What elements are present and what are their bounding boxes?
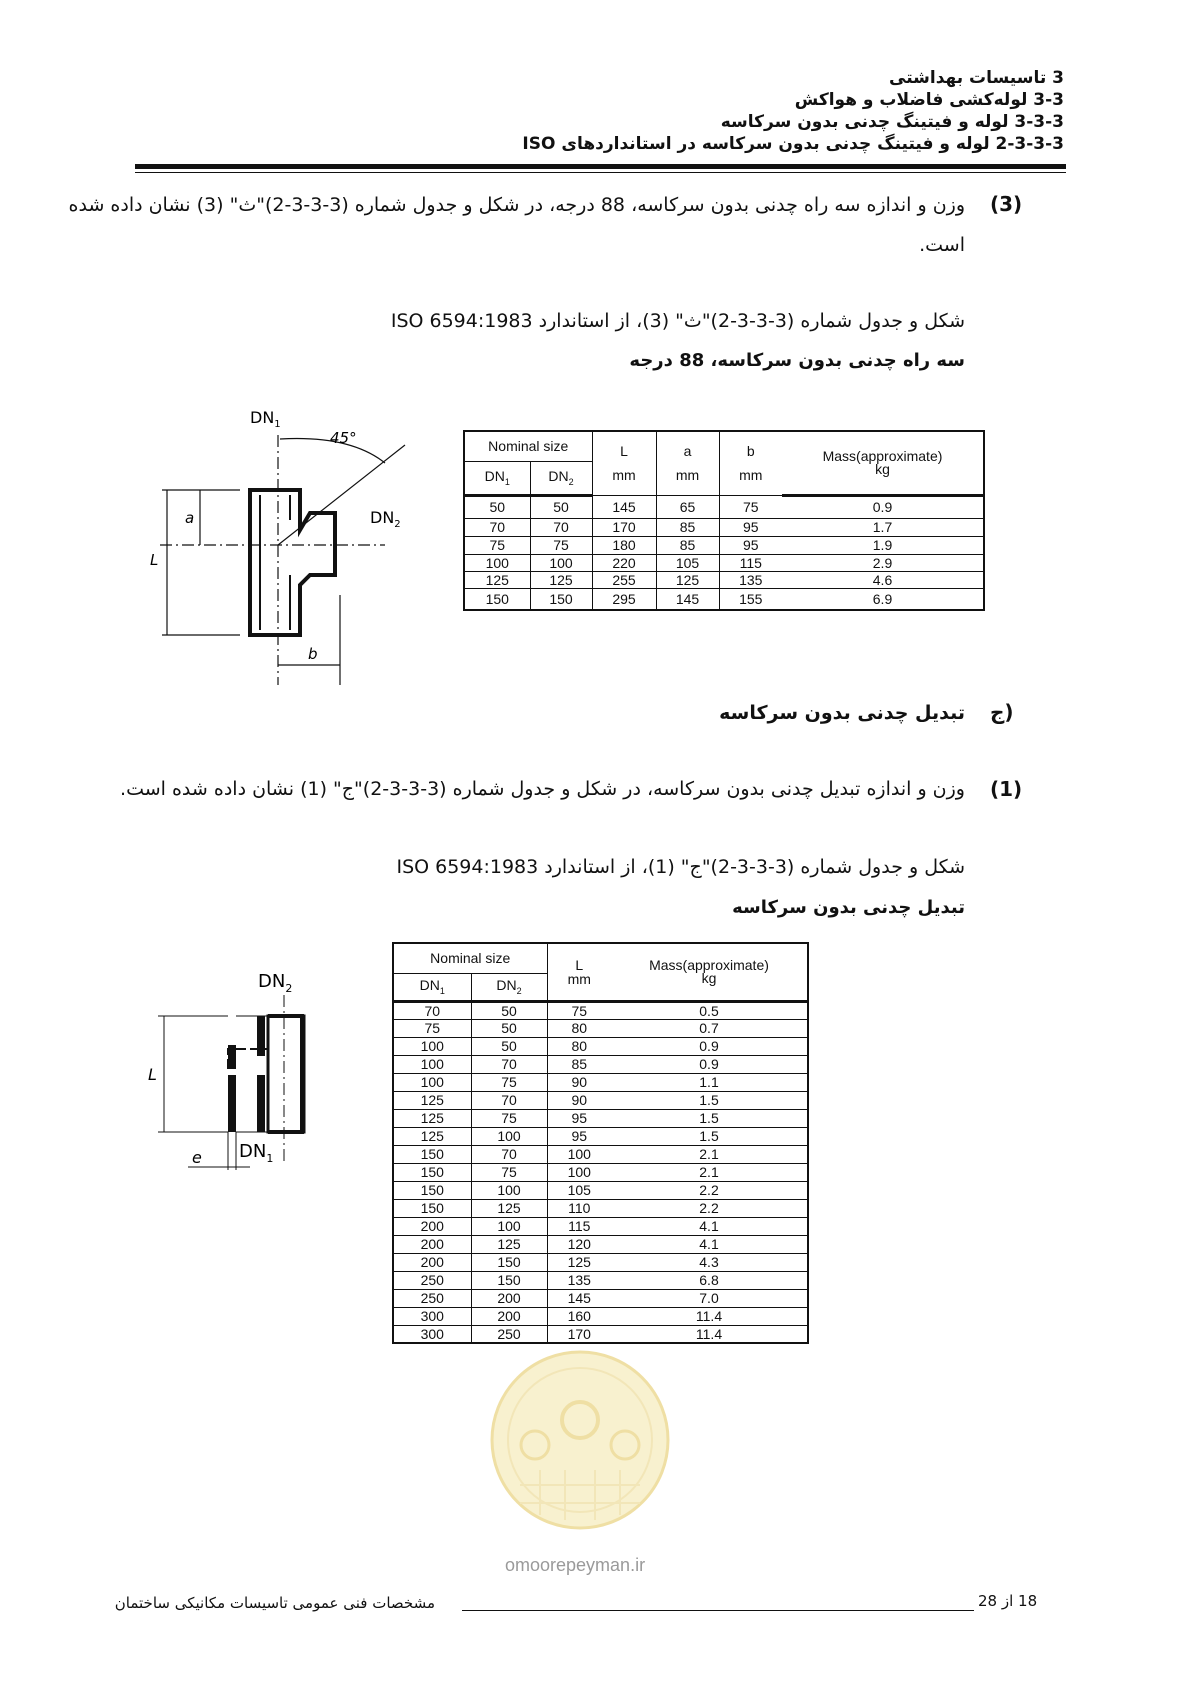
table-cell: 150	[530, 588, 592, 610]
table-cell: 65	[656, 495, 719, 518]
reducer-label-dn1: $DN_1$	[239, 1141, 274, 1165]
table-cell: 125	[393, 1127, 471, 1145]
table-cell: 70	[471, 1145, 547, 1163]
reducer-header-nominal: Nominal size	[393, 943, 547, 973]
table-row	[393, 1091, 808, 1109]
reducer-figure-title: تبدیل چدنی بدون سرکاسه	[732, 897, 965, 918]
table-cell: 75	[471, 1109, 547, 1127]
tee-label-dn2: $DN_2$	[370, 508, 401, 530]
table-cell: 0.9	[611, 1055, 808, 1073]
table-row	[393, 1199, 808, 1217]
table-cell: 70	[471, 1055, 547, 1073]
table-cell: 7.0	[611, 1289, 808, 1307]
table-row	[464, 536, 984, 554]
header-line-4: 2-3-3-3 لوله و فیتینگ چدنی بدون سرکاسه در استانداردهای ISO	[522, 134, 1064, 154]
table-row	[393, 1217, 808, 1235]
table-cell: 100	[471, 1181, 547, 1199]
table-cell: 1.9	[782, 536, 984, 554]
table-cell: 250	[393, 1289, 471, 1307]
table-cell: 150	[393, 1181, 471, 1199]
header-rule-thick	[135, 164, 1066, 169]
table-cell: 200	[393, 1217, 471, 1235]
header-line-2: 3-3 لوله‌کشی فاضلاب و هواکش	[794, 90, 1064, 110]
table-cell: 95	[719, 536, 782, 554]
tee-figure-caption: شکل و جدول شماره (3-3-3-2)"ث" (3)، از استاندارد ISO 6594:1983	[390, 310, 965, 332]
table-cell: 4.3	[611, 1253, 808, 1271]
table-row	[393, 1073, 808, 1091]
table-cell: 220	[592, 554, 656, 571]
table-cell: 135	[719, 571, 782, 588]
table-row	[393, 1037, 808, 1055]
table-cell: 50	[464, 495, 530, 518]
table-cell: 110	[547, 1199, 611, 1217]
table-cell: 145	[592, 495, 656, 518]
header-line-3: 3-3-3 لوله و فیتینگ چدنی بدون سرکاسه	[720, 112, 1064, 132]
table-cell: 2.1	[611, 1163, 808, 1181]
table-cell: 75	[393, 1019, 471, 1037]
table-cell: 100	[547, 1163, 611, 1181]
table-cell: 1.5	[611, 1109, 808, 1127]
table-cell: 125	[471, 1235, 547, 1253]
table-cell: 170	[547, 1325, 611, 1343]
table-cell: 1.5	[611, 1127, 808, 1145]
table-cell: 85	[547, 1055, 611, 1073]
watermark-site-text: omoorepeyman.ir	[505, 1555, 646, 1575]
table-cell: 125	[464, 571, 530, 588]
table-cell: 75	[471, 1163, 547, 1181]
table-cell: 145	[656, 588, 719, 610]
table-cell: 11.4	[695, 1325, 723, 1342]
table-cell: 4.1	[611, 1235, 808, 1253]
table-row	[393, 1127, 808, 1145]
table-cell: 75	[547, 1001, 611, 1019]
table-cell: 75	[464, 536, 530, 554]
table-cell: 150	[393, 1163, 471, 1181]
table-cell: 75	[471, 1073, 547, 1091]
table-cell: 100	[547, 1145, 611, 1163]
table-cell: 90	[547, 1073, 611, 1091]
table-cell: 250	[393, 1271, 471, 1289]
table-cell: 90	[547, 1091, 611, 1109]
table-cell: 85	[656, 518, 719, 536]
tee-label-L: L	[150, 551, 159, 569]
tee-label-dn1: $DN_1$	[250, 408, 281, 430]
footer-title: مشخصات فنی عمومی تاسیسات مکانیکی ساختمان	[114, 1594, 435, 1612]
table-cell: 150	[471, 1271, 547, 1289]
table-row	[393, 1235, 808, 1253]
table-cell: 85	[656, 536, 719, 554]
table-cell: 95	[547, 1109, 611, 1127]
tee-dimensions-table	[463, 430, 985, 611]
table-cell: 200	[471, 1289, 547, 1307]
table-cell: 145	[547, 1289, 611, 1307]
table-cell: 1.7	[782, 518, 984, 536]
footer-rule	[462, 1610, 974, 1611]
table-cell: 155	[719, 588, 782, 610]
paragraph-3-line-1: وزن و اندازه سه راه چدنی بدون سرکاسه، 88 درجه، در شکل و جدول شماره (3-3-3-2)"ث" (3) نشان داده شده	[68, 194, 965, 216]
table-cell: 75	[719, 495, 782, 518]
table-row	[393, 1271, 808, 1289]
table-cell: 295	[592, 588, 656, 610]
table-cell: 125	[530, 571, 592, 588]
table-cell: 80	[547, 1037, 611, 1055]
table-row	[393, 1181, 808, 1199]
table-cell: 120	[547, 1235, 611, 1253]
header-line-1: 3 تاسیسات بهداشتی	[889, 68, 1064, 88]
tee-header-b: b mm	[719, 431, 782, 495]
table-row	[464, 571, 984, 588]
table-cell: 160	[547, 1307, 611, 1325]
table-cell: 70	[530, 518, 592, 536]
section-letter-ch: ج)	[990, 700, 1014, 724]
table-cell: 150	[393, 1145, 471, 1163]
tee-header-a: a mm	[656, 431, 719, 495]
table-row	[393, 1055, 808, 1073]
table-cell: 50	[471, 1001, 547, 1019]
table-cell: 100	[530, 554, 592, 571]
reducer-header-mass: Mass(approximate) kg	[611, 943, 808, 1001]
table-cell: 200	[471, 1307, 547, 1325]
reducer-header-dn1: $DN_1$	[393, 973, 471, 1001]
table-cell: 2.2	[611, 1181, 808, 1199]
table-cell: 105	[656, 554, 719, 571]
table-cell: 1.5	[611, 1091, 808, 1109]
table-cell: 105	[547, 1181, 611, 1199]
reducer-header-dn2: $DN_2$	[471, 973, 547, 1001]
table-row	[464, 554, 984, 571]
table-cell: 125	[393, 1091, 471, 1109]
table-cell: 300	[393, 1307, 471, 1325]
table-cell: 6.9	[872, 590, 893, 607]
paragraph-ch-1: وزن و اندازه تبدیل چدنی بدون سرکاسه، در شکل و جدول شماره (3-3-3-2)"ج" (1) نشان داده شده است.	[120, 778, 965, 800]
table-cell: 125	[547, 1253, 611, 1271]
tee-label-angle: 45°	[330, 429, 357, 447]
table-cell: 255	[592, 571, 656, 588]
table-cell: 100	[471, 1217, 547, 1235]
tee-label-b: b	[308, 645, 318, 663]
reducer-label-e: e	[192, 1148, 202, 1167]
table-cell: 135	[547, 1271, 611, 1289]
table-cell: 50	[471, 1037, 547, 1055]
table-row	[393, 1019, 808, 1037]
table-cell: 150	[464, 588, 530, 610]
tee-fitting-diagram	[140, 395, 440, 695]
table-row	[393, 1289, 808, 1307]
table-cell: 95	[719, 518, 782, 536]
header-rule-thin	[135, 172, 1066, 173]
table-row	[464, 588, 984, 610]
table-row	[464, 495, 984, 518]
table-cell: 100	[393, 1073, 471, 1091]
tee-header-dn1: $DN_1$	[464, 461, 530, 495]
table-cell: 125	[656, 571, 719, 588]
table-row	[393, 1109, 808, 1127]
tee-header-dn2: $DN_2$	[530, 461, 592, 495]
table-cell: 250	[471, 1325, 547, 1343]
reducer-header-L: L mm	[547, 943, 611, 1001]
table-cell: 2.9	[782, 554, 984, 571]
table-cell: 125	[393, 1109, 471, 1127]
table-row	[393, 1145, 808, 1163]
table-cell: 70	[464, 518, 530, 536]
tee-header-L: L mm	[592, 431, 656, 495]
table-cell: 125	[471, 1199, 547, 1217]
table-cell: 0.7	[611, 1019, 808, 1037]
table-cell: 115	[719, 554, 782, 571]
table-cell: 100	[471, 1127, 547, 1145]
table-cell: 115	[547, 1217, 611, 1235]
table-cell: 0.9	[611, 1037, 808, 1055]
table-cell: 2.2	[611, 1199, 808, 1217]
paragraph-3-line-2: است.	[919, 234, 965, 256]
omoorepeyman-watermark-logo	[480, 1325, 680, 1565]
table-row	[393, 1307, 808, 1325]
table-cell: 6.8	[611, 1271, 808, 1289]
table-cell: 170	[592, 518, 656, 536]
table-row	[393, 1001, 808, 1019]
tee-label-a: a	[185, 509, 195, 527]
table-cell: 50	[530, 495, 592, 518]
table-row	[464, 518, 984, 536]
table-cell: 2.1	[611, 1145, 808, 1163]
tee-figure-title: سه راه چدنی بدون سرکاسه، 88 درجه	[629, 350, 965, 371]
table-cell: 70	[471, 1091, 547, 1109]
table-cell: 70	[393, 1001, 471, 1019]
table-cell: 0.9	[782, 495, 984, 518]
table-cell: 180	[592, 536, 656, 554]
table-cell: 50	[471, 1019, 547, 1037]
table-cell: 80	[547, 1019, 611, 1037]
reducer-label-L: L	[148, 1065, 157, 1084]
table-cell: 200	[393, 1253, 471, 1271]
table-cell: 100	[464, 554, 530, 571]
table-cell: 100	[393, 1037, 471, 1055]
table-cell: 4.1	[611, 1217, 808, 1235]
tee-header-mass: Mass(approximate) kg	[782, 431, 984, 495]
table-row	[393, 1163, 808, 1181]
paragraph-number-3: (3)	[990, 192, 1023, 216]
table-cell: 11.4	[611, 1307, 808, 1325]
reducer-figure-caption: شکل و جدول شماره (3-3-3-2)"ج" (1)، از استاندارد ISO 6594:1983	[396, 856, 965, 878]
reducer-dimensions-table	[392, 942, 809, 1344]
tee-header-nominal: Nominal size	[464, 431, 592, 461]
footer-page-number: 18 از 28	[978, 1592, 1038, 1610]
table-cell: 1.1	[611, 1073, 808, 1091]
table-cell: 200	[393, 1235, 471, 1253]
table-cell: 100	[393, 1055, 471, 1073]
table-cell: 300	[393, 1325, 471, 1343]
table-row	[393, 1253, 808, 1271]
reducer-label-dn2: $DN_2$	[258, 971, 293, 995]
table-cell: 95	[547, 1127, 611, 1145]
table-cell: 150	[471, 1253, 547, 1271]
section-ch-title: تبدیل چدنی بدون سرکاسه	[719, 702, 965, 724]
table-cell: 75	[530, 536, 592, 554]
table-cell: 4.6	[782, 571, 984, 588]
table-cell: 0.5	[611, 1001, 808, 1019]
reducer-fitting-diagram	[140, 945, 360, 1185]
paragraph-number-1: (1)	[990, 777, 1023, 801]
table-cell: 150	[393, 1199, 471, 1217]
